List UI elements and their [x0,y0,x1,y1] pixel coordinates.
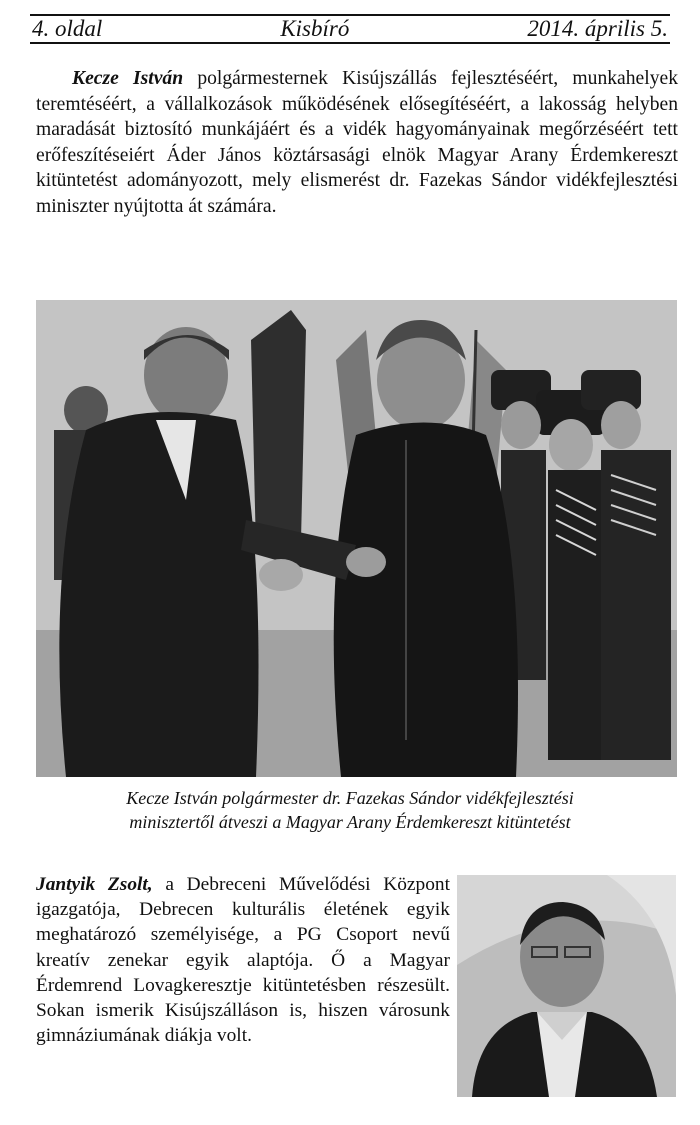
portrait-photo [457,875,676,1097]
article-kecze [36,66,678,219]
page-header [30,14,670,44]
portrait-illustration [457,875,676,1097]
article-jantyik-text: a Debreceni Művelődési Központ igazgatója, Debrecen kulturális életének egyik meghatározó személyisége, a PG Csoport nevű kreatív zenekar egyik alaptója. Ő a Magyar Érdemrend Lovagkeresztje kitüntetésben részesült. Sokan ismerik Kisújszálláson is, hiszen városunk gimnáziumának diákja volt. [36,874,451,1047]
award-ceremony-illustration [36,300,677,777]
photo-caption [30,786,670,834]
page-number: 4. oldal [32,16,103,41]
photo-caption-line-2: minisztertől átveszi a Magyar Arany Érdemkereszt kitüntetést [129,812,571,832]
award-ceremony-photo [36,300,677,777]
issue-date: 2014. április 5. [527,16,668,41]
article-kecze-name: Kecze István [72,68,184,89]
photo-caption-line-1: Kecze István polgármester dr. Fazekas Sándor vidékfejlesztési [126,788,574,808]
article-jantyik [36,872,450,1048]
newspaper-title: Kisbíró [280,16,350,41]
article-kecze-text: polgármesternek Kisújszállás fejlesztéséért, munkahelyek teremtéséért, a vállalkozások működésének elősegítéséért, a lakosság helyben maradását biztosító munkájáért és a vidék hagyományainak megőrzéséért tett erőfeszítéseiért Áder János köztársasági elnök Magyar Arany Érdemkereszt kitüntetést adományozott, mely elismerést dr. Fazekas Sándor vidékfejlesztési miniszter nyújtotta át számára. [36,68,678,217]
article-jantyik-name: Jantyik Zsolt, [36,874,153,895]
